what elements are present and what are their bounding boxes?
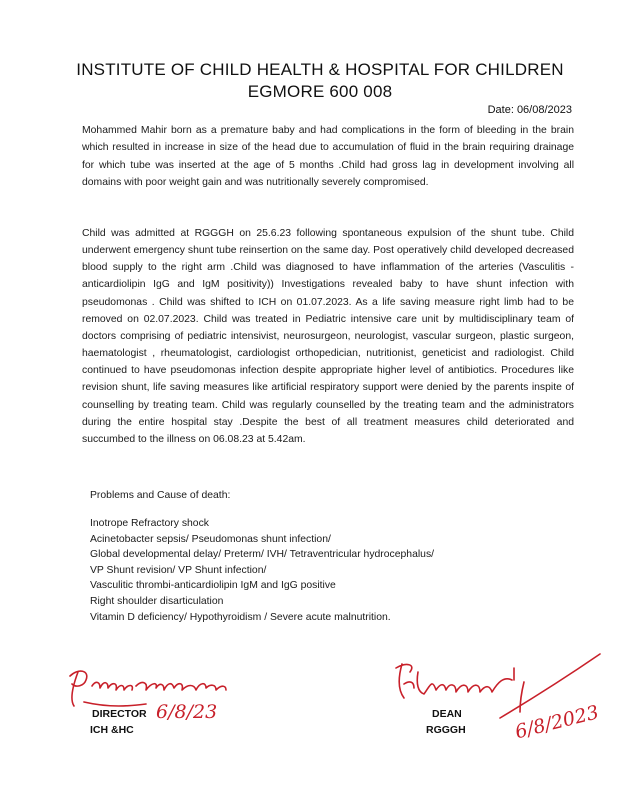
cause-item: Inotrope Refractory shock — [90, 518, 209, 529]
institution-title: INSTITUTE OF CHILD HEALTH & HOSPITAL FOR CHILDREN — [76, 60, 564, 79]
history-paragraph: Mohammed Mahir born as a premature baby and had complications in the form of bleeding in the brain which resulted in increase in size of the head due to accumulation of fluid in the brain requiring drainage for which tube was inserted at the age of 5 months .Child had gross lag in development involving all domains with poor weight gain and was nutritionally severely compromised. — [82, 125, 574, 188]
cause-item: Vasculitic thrombi-anticardiolipin IgM and IgG positive — [90, 580, 336, 592]
dean-org: RGGGH — [426, 724, 466, 736]
cause-item: Global developmental delay/ Preterm/ IVH/ Tetraventricular hydrocephalus/ — [90, 549, 435, 561]
cause-item: Vitamin D deficiency/ Hypothyroidism / Severe acute malnutrition. — [90, 611, 391, 623]
causes-list — [90, 516, 434, 625]
dean-handwritten-date: 6/8/2023 — [512, 701, 602, 744]
causes-heading: Problems and Cause of death: — [90, 490, 231, 501]
dean-title: DEAN — [432, 708, 462, 720]
director-handwritten-date: 6/8/23 — [156, 701, 218, 723]
institution-location: EGMORE 600 008 — [247, 82, 393, 101]
director-org: ICH &HC — [90, 724, 134, 736]
document-date: Date: 06/08/2023 — [487, 104, 572, 116]
director-title: DIRECTOR — [92, 708, 147, 720]
cause-item: VP Shunt revision/ VP Shunt infection/ — [90, 564, 267, 576]
cause-item: Acinetobacter sepsis/ Pseudomonas shunt infection/ — [90, 533, 331, 545]
hospital-course-paragraph: Child was admitted at RGGGH on 25.6.23 following spontaneous expulsion of the shunt tube. Child underwent emergency shunt tube reinsertion on the same day. Post operatively child developed decreased blood supply to the right arm .Child was diagnosed to have inflammation of the arteries (Vasculitis -anticardiolipin IgG and IgM positivity)) Investigations revealed baby to have shunt infection with pseudomonas . Child was shifted to ICH on 01.07.2023. As a life saving measure right limb had to be removed on 02.07.2023. Child was treated in Pediatric intensive care unit by multidisciplinary team of doctors comprising of pediatric intensivist, neurosurgeon, neurologist, vascular surgeon, plastic surgeon, haematologist , rheumatologist, cardiologist orthopedician, nutritionist, geneticist and radiologist. Child continued to have pseudomonas infection despite appropriate higher level of antibiotics. Procedures like revision shunt, life saving measures like artificial respiratory support were denied by the parents inspite of counselling by treating team. Child was regularly counselled by the treating team and the administrators during the entire hospital stay .Despite the best of all treatment measures child deteriorated and succumbed to the illness on 06.08.23 at 5.42am. — [82, 228, 574, 445]
cause-item: Right shoulder disarticulation — [90, 595, 224, 607]
